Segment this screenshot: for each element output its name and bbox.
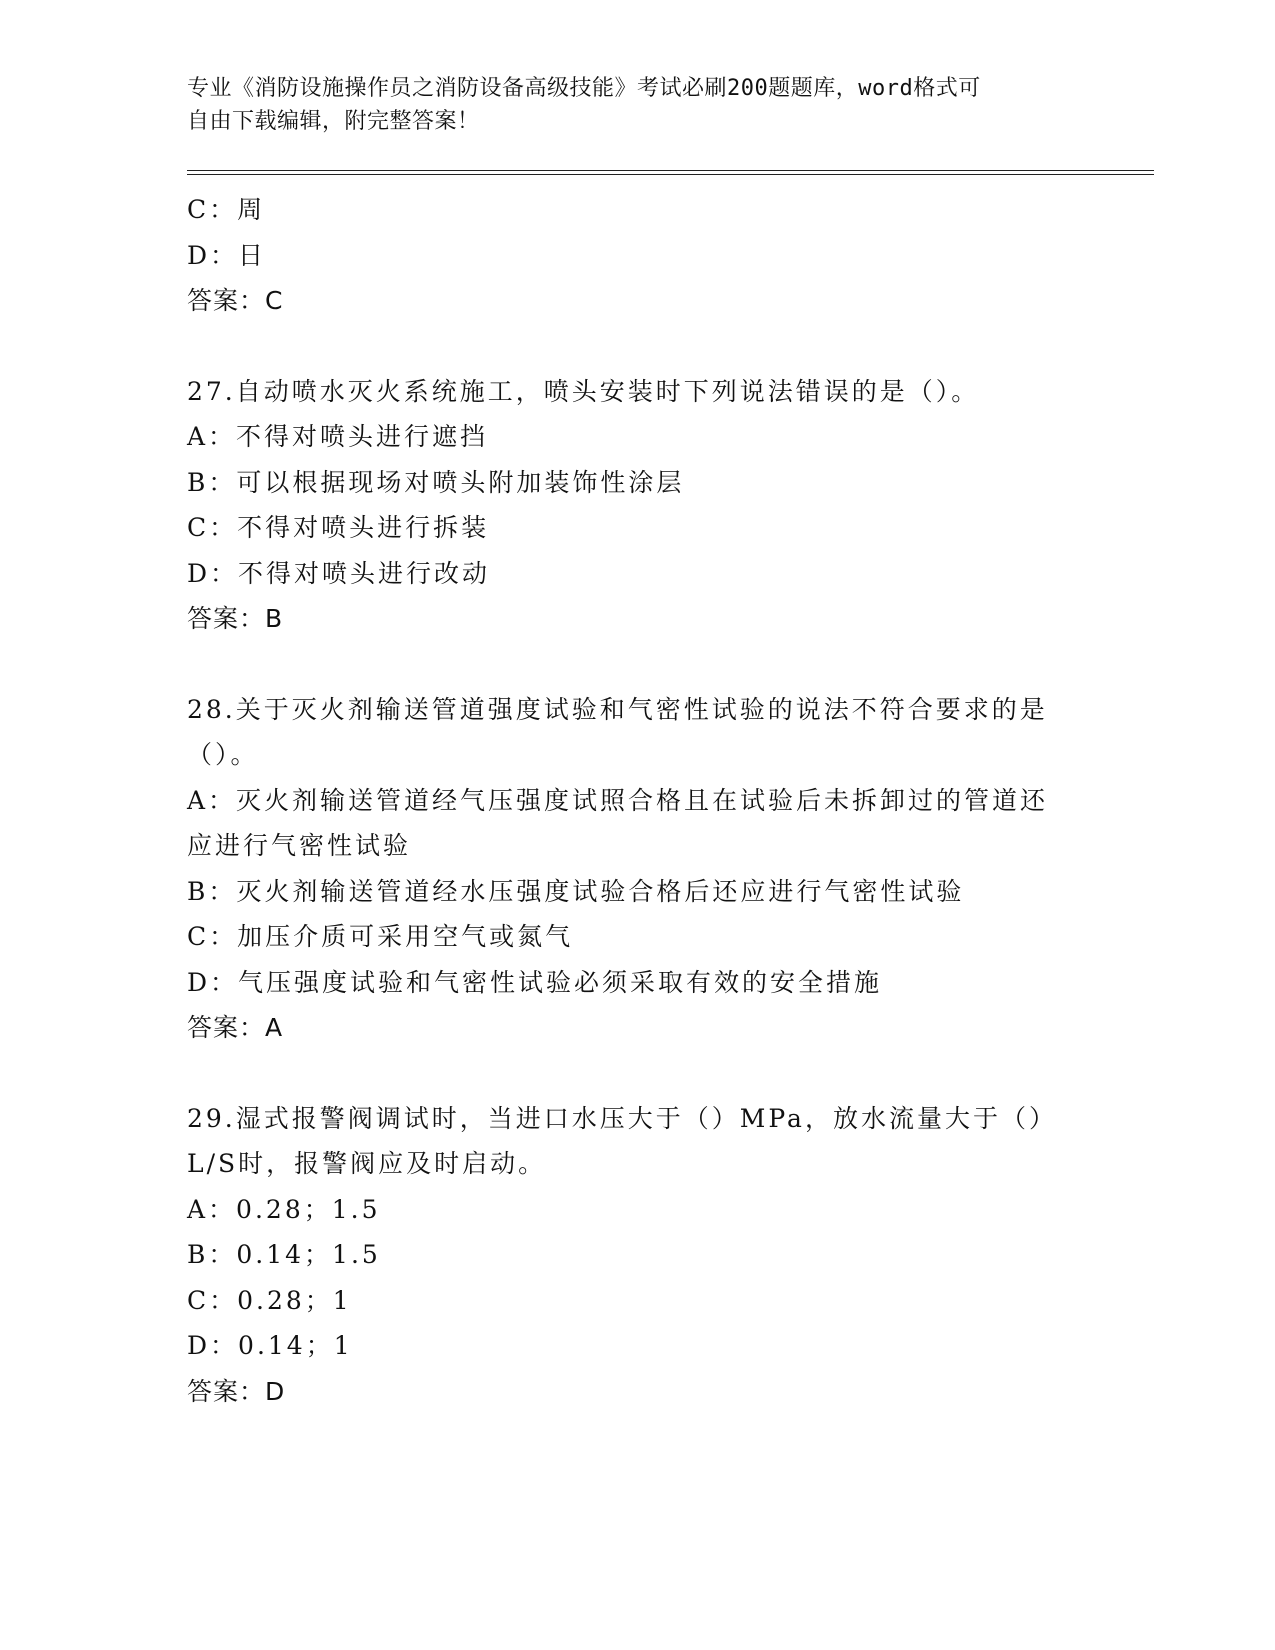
question-stem-line-1: 28.关于灭火剂输送管道强度试验和气密性试验的说法不符合要求的是: [187, 694, 1048, 724]
question-29: [187, 1096, 1087, 1415]
question-26-tail: [187, 187, 1087, 324]
option-c: C：0.28；1: [187, 1285, 352, 1315]
question-stem-line-2: （）。: [187, 740, 259, 769]
option-c: C：不得对喷头进行拆装: [187, 513, 490, 542]
option-d: D：0.14；1: [187, 1331, 353, 1360]
question-28: [187, 687, 1087, 1051]
answer: 答案：C: [187, 286, 284, 315]
question-27: [187, 369, 1087, 642]
document-header: [187, 72, 1067, 138]
option-a-line-1: A：灭火剂输送管道经气压强度试照合格且在试验后未拆卸过的管道还: [187, 785, 1049, 815]
question-list: [187, 187, 1087, 1414]
question-stem-line-1: 29.湿式报警阀调试时，当进口水压大于（）MPa，放水流量大于（）: [187, 1103, 1057, 1133]
question-stem-line-2: L/S时，报警阀应及时启动。: [187, 1149, 547, 1178]
option-a: A：不得对喷头进行遮挡: [187, 422, 489, 451]
header-line-2: 自由下载编辑，附完整答案！: [187, 109, 480, 134]
header-rule-top: [187, 170, 1154, 171]
header-rule-bottom: [187, 174, 1154, 175]
option-c: C：加压介质可采用空气或氮气: [187, 922, 574, 951]
option-d: D：气压强度试验和气密性试验必须采取有效的安全措施: [187, 967, 883, 997]
answer: 答案：A: [187, 1013, 284, 1042]
answer: 答案：D: [187, 1376, 286, 1406]
option-d: D：不得对喷头进行改动: [187, 558, 491, 588]
option-a: A：0.28；1.5: [187, 1194, 381, 1224]
answer: 答案：B: [187, 604, 284, 633]
header-line-1: 专业《消防设施操作员之消防设备高级技能》考试必刷200题题库，word格式可: [187, 76, 981, 101]
option-d: D：日: [187, 240, 267, 270]
question-stem: 27.自动喷水灭火系统施工，喷头安装时下列说法错误的是（）。: [187, 376, 980, 406]
option-b: B：0.14；1.5: [187, 1240, 381, 1269]
option-b: B：可以根据现场对喷头附加装饰性涂层: [187, 467, 685, 497]
option-c: C：周: [187, 195, 266, 224]
option-a-line-2: 应进行气密性试验: [187, 831, 412, 860]
option-b: B：灭火剂输送管道经水压强度试验合格后还应进行气密性试验: [187, 876, 965, 906]
